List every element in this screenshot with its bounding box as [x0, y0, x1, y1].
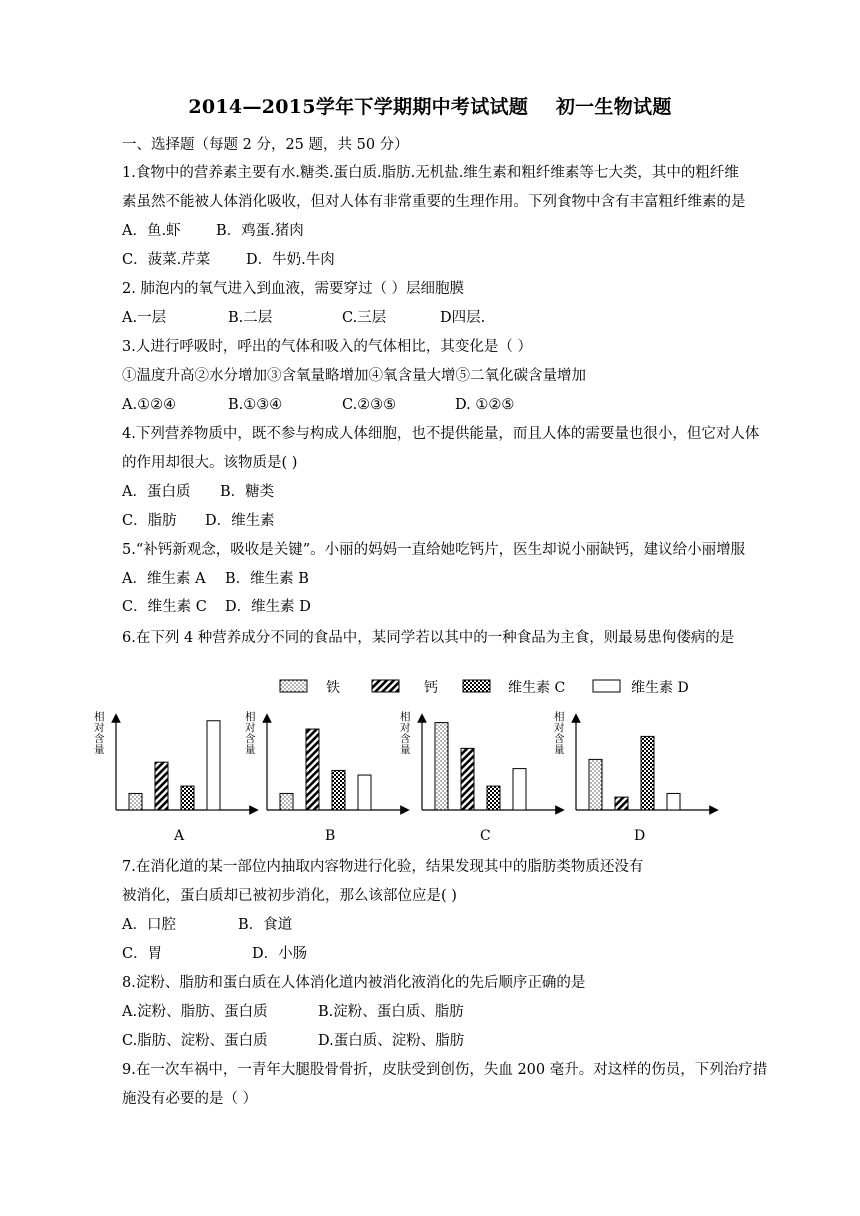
bar-A-3: [207, 721, 220, 810]
ylabel-char: 对: [554, 722, 565, 734]
q3-stem: 3.人进行呼吸时，呼出的气体和吸入的气体相比，其变化是（ ）: [122, 339, 532, 355]
q2-option-d: D四层.: [440, 310, 486, 326]
bar-C-0: [435, 723, 448, 810]
legend-swatch-3: [593, 680, 620, 692]
legend-swatch-2: [463, 680, 490, 692]
legend-swatch-0: [280, 680, 307, 692]
title-year: 2014—2015: [188, 96, 316, 118]
q1-option-d: D．牛奶.牛肉: [246, 252, 335, 268]
q8-option-d: D.蛋白质、淀粉、脂肪: [318, 1033, 465, 1049]
ylabel-char: 量: [94, 744, 105, 756]
ylabel-char: 对: [245, 722, 256, 734]
bar-C-1: [461, 748, 474, 810]
q5-option-c: C．维生素 C: [122, 599, 207, 615]
ylabel-char: 相: [245, 711, 256, 723]
q6-stem: 6.在下列 4 种营养成分不同的食品中，某同学若以其中的一种食品为主食，则最易患佝偻病的是: [122, 630, 735, 646]
ylabel-char: 相: [554, 711, 565, 723]
bar-C-3: [513, 769, 526, 810]
bar-C-2: [487, 786, 500, 810]
q3-option-c: C.②③⑤: [342, 397, 397, 413]
bar-B-0: [280, 793, 293, 810]
ylabel-char: 量: [400, 744, 411, 756]
q7-option-d: D．小肠: [252, 946, 308, 962]
q3-option-b: B.①③④: [228, 397, 283, 413]
panel-label-D: D: [634, 828, 646, 844]
q1-option-b: B．鸡蛋.猪肉: [216, 223, 304, 239]
q2-option-c: C.三层: [342, 310, 387, 326]
q3-option-a: A.①②④: [122, 397, 177, 413]
ylabel-char: 对: [94, 722, 105, 734]
panel-label-C: C: [480, 828, 491, 844]
q5-option-a: A．维生素 A: [122, 571, 206, 587]
q4-option-b: B．糖类: [220, 484, 275, 500]
bar-D-2: [641, 736, 654, 810]
nutrition-bar-charts: [70, 670, 720, 850]
q1-stem-2: 素虽然不能被人体消化吸收，但对人体有非常重要的生理作用。下列食物中含有丰富粗纤维素的是: [122, 194, 746, 210]
legend-swatch-1: [372, 680, 399, 692]
q7-stem-2: 被消化，蛋白质却已被初步消化，那么该部位应是( ): [122, 888, 457, 904]
q7-option-c: C．胃: [122, 946, 163, 962]
bar-B-1: [306, 729, 319, 810]
chart-panels: [94, 710, 714, 844]
q4-stem-1: 4.下列营养物质中，既不参与构成人体细胞，也不提供能量，而且人体的需要量也很小，但它对人体: [122, 426, 760, 442]
q7-option-b: B．食道: [238, 917, 293, 933]
bar-B-2: [332, 770, 345, 810]
ylabel-char: 量: [554, 744, 565, 756]
bar-A-1: [155, 762, 168, 810]
title-text: 学年下学期期中考试试题: [315, 96, 529, 118]
q1-option-c: C．菠菜.芹菜: [122, 252, 211, 268]
q9-stem-1: 9.在一次车祸中，一青年大腿股骨骨折，皮肤受到创伤，失血 200 毫升。对这样的伤员，下列治疗措: [122, 1062, 768, 1078]
ylabel-char: 含: [94, 733, 105, 745]
q8-stem: 8.淀粉、脂肪和蛋白质在人体消化道内被消化液消化的先后顺序正确的是: [122, 975, 586, 991]
q8-option-b: B.淀粉、蛋白质、脂肪: [318, 1004, 464, 1020]
ylabel-char: 量: [245, 744, 256, 756]
q9-stem-2: 施没有必要的是（ ）: [122, 1091, 258, 1107]
q7-stem-1: 7.在消化道的某一部位内抽取内容物进行化验，结果发现其中的脂肪类物质还没有: [122, 859, 644, 875]
q1-stem-1: 1.食物中的营养素主要有水.糖类.蛋白质.脂肪.无机盐.维生素和粗纤维素等七大类，其中的粗纤维: [122, 165, 739, 181]
ylabel-char: 相: [400, 711, 411, 723]
title-subject: 初一生物试题: [555, 96, 672, 118]
ylabel-char: 含: [245, 733, 256, 745]
legend-label-2: 维生素 C: [508, 680, 566, 696]
q1-option-a: A．鱼.虾: [122, 223, 181, 239]
q2-option-a: A.一层: [122, 310, 167, 326]
ylabel-char: 含: [554, 733, 565, 745]
panel-label-A: A: [174, 828, 185, 844]
legend-label-0: 铁: [326, 680, 340, 696]
q4-stem-2: 的作用却很大。该物质是( ): [122, 455, 298, 471]
q7-option-a: A．口腔: [122, 917, 176, 933]
q2-option-b: B.二层: [228, 310, 273, 326]
legend-label-3: 维生素 D: [631, 680, 689, 696]
panel-label-B: B: [325, 828, 336, 844]
section-heading: 一、选择题（每题 2 分，25 题，共 50 分）: [122, 137, 409, 153]
bar-D-1: [615, 797, 628, 810]
q4-option-a: A．蛋白质: [122, 484, 191, 500]
chart-legend: [280, 679, 689, 696]
ylabel-char: 含: [400, 733, 411, 745]
legend-label-1: 钙: [424, 680, 438, 696]
bar-B-3: [358, 775, 371, 810]
q4-option-d: D．维生素: [205, 513, 275, 529]
q8-option-c: C.脂肪、淀粉、蛋白质: [122, 1033, 268, 1049]
bar-D-0: [589, 759, 602, 810]
page-title: [0, 92, 860, 119]
q2-stem: 2. 肺泡内的氧气进入到血液，需要穿过（ ）层细胞膜: [122, 281, 465, 297]
ylabel-char: 相: [94, 711, 105, 723]
q3-option-d: D. ①②⑤: [455, 397, 515, 413]
q8-option-a: A.淀粉、脂肪、蛋白质: [122, 1004, 268, 1020]
q5-option-d: D．维生素 D: [225, 599, 311, 615]
ylabel-char: 对: [400, 722, 411, 734]
q5-option-b: B．维生素 B: [225, 571, 309, 587]
bar-A-0: [129, 793, 142, 810]
q3-items: ①温度升高②水分增加③含氧量略增加④氧含量大增⑤二氧化碳含量增加: [122, 368, 586, 384]
bar-A-2: [181, 786, 194, 810]
q4-option-c: C．脂肪: [122, 513, 177, 529]
q5-stem: 5.“补钙新观念，吸收是关键”。小丽的妈妈一直给她吃钙片，医生却说小丽缺钙，建议给小丽增服: [122, 542, 746, 558]
bar-D-3: [667, 793, 680, 810]
